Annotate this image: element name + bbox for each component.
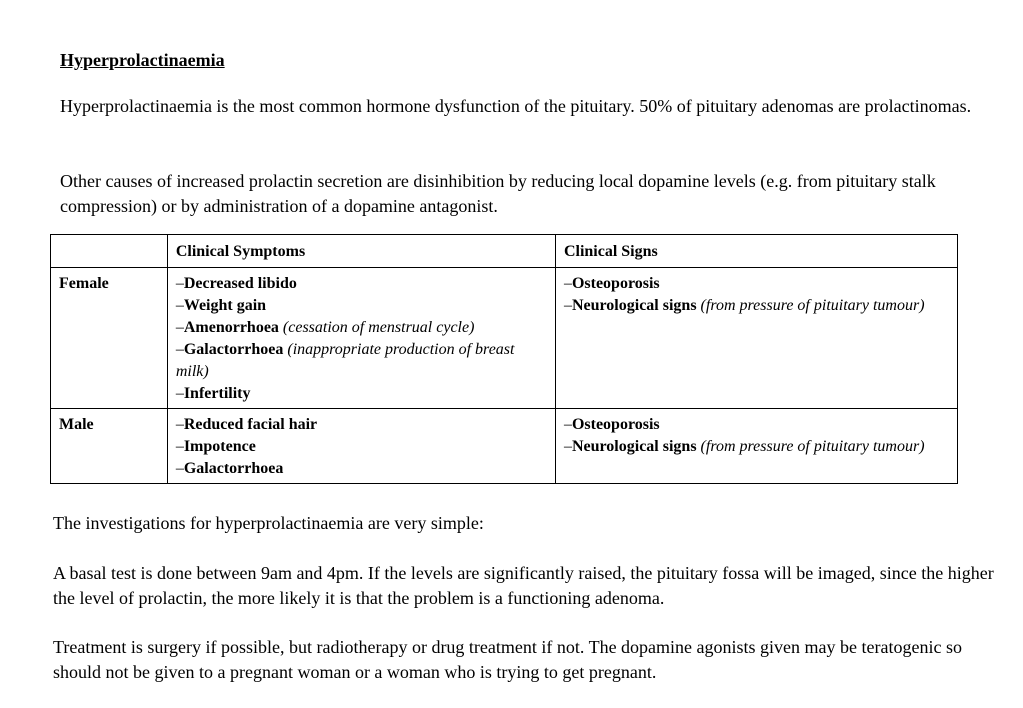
sign-item: –Osteoporosis [563, 416, 660, 433]
item-note: (inappropriate production of breast milk) [175, 341, 515, 380]
table-row [51, 268, 958, 409]
item-term: Amenorrhoea [183, 319, 279, 336]
symptoms-cell [167, 268, 555, 409]
item-note: (from pressure of pituitary tumour) [700, 297, 925, 314]
basal-test-paragraph: A basal test is done between 9am and 4pm. If the levels are significantly raised, the pituitary fossa will be imaged, since the higher the level of prolactin, the more likely it is that the problem is a functioning adenoma. [53, 563, 994, 608]
symptom-item: –Weight gain [175, 297, 267, 314]
symptom-item: –Infertility [175, 385, 251, 402]
item-note: (cessation of menstrual cycle) [282, 319, 475, 336]
symptom-item: –Galactorrhoea [175, 460, 284, 477]
table-row [51, 409, 958, 484]
symptom-item: –Decreased libido [175, 275, 297, 292]
item-term: Infertility [183, 385, 251, 402]
item-term: Impotence [183, 438, 256, 455]
item-term: Reduced facial hair [183, 416, 318, 433]
item-term: Galactorrhoea [183, 460, 284, 477]
header-cell-signs: Clinical Signs [555, 235, 957, 268]
intro-paragraph-1: Hyperprolactinaemia is the most common hormone dysfunction of the pituitary. 50% of pituitary adenomas are prolactinomas. [60, 96, 972, 116]
row-label: Female [51, 268, 168, 409]
treatment-paragraph: Treatment is surgery if possible, but radiotherapy or drug treatment if not. The dopamine agonists given may be teratogenic so should not be given to a pregnant woman or a woman who is trying to get pregnant. [53, 637, 962, 682]
sign-item: –Neurological signs (from pressure of pituitary tumour) [563, 297, 925, 314]
symptom-item: –Amenorrhoea (cessation of menstrual cycle) [175, 319, 475, 336]
clinical-features-table [50, 234, 958, 484]
symptom-item: –Reduced facial hair [175, 416, 318, 433]
item-term: Neurological signs [571, 438, 697, 455]
item-term: Galactorrhoea [183, 341, 284, 358]
symptom-item: –Galactorrhoea (inappropriate production of breast milk) [175, 341, 515, 380]
header-cell-empty [51, 235, 168, 268]
signs-cell [555, 409, 957, 484]
item-term: Osteoporosis [571, 275, 660, 292]
item-term: Weight gain [183, 297, 267, 314]
page-title: Hyperprolactinaemia [60, 50, 225, 70]
item-term: Osteoporosis [571, 416, 660, 433]
investigations-intro: The investigations for hyperprolactinaemia are very simple: [53, 513, 484, 533]
item-term: Neurological signs [571, 297, 697, 314]
symptoms-cell [167, 409, 555, 484]
item-note: (from pressure of pituitary tumour) [700, 438, 925, 455]
row-label: Male [51, 409, 168, 484]
intro-paragraph-2: Other causes of increased prolactin secretion are disinhibition by reducing local dopamine levels (e.g. from pituitary stalk compression) or by administration of a dopamine antagonist. [60, 171, 936, 216]
symptom-item: –Impotence [175, 438, 256, 455]
sign-item: –Neurological signs (from pressure of pituitary tumour) [563, 438, 925, 455]
header-cell-symptoms: Clinical Symptoms [167, 235, 555, 268]
table-header-row [51, 235, 958, 268]
sign-item: –Osteoporosis [563, 275, 660, 292]
signs-cell [555, 268, 957, 409]
item-term: Decreased libido [183, 275, 297, 292]
